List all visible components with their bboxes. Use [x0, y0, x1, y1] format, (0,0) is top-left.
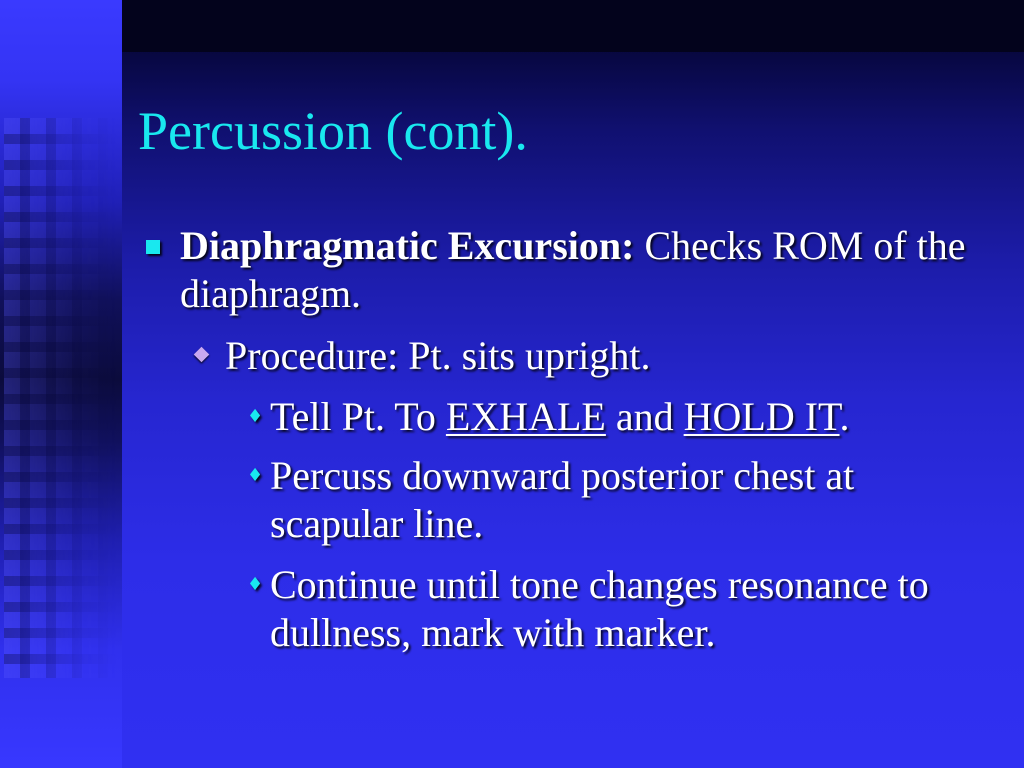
bullet-text-prefix: Tell Pt. To — [270, 394, 446, 439]
bullet-term: Diaphragmatic Excursion: — [180, 223, 635, 268]
slide-title: Percussion (cont). — [138, 101, 528, 161]
bullet-continue-until: Continue until tone changes resonance to dullness, mark with marker. — [270, 562, 929, 655]
small-diamond-bullet-icon: ♦ — [247, 406, 264, 427]
small-diamond-bullet-icon: ♦ — [247, 465, 264, 486]
square-bullet-icon — [146, 240, 160, 254]
small-diamond-bullet-icon: ♦ — [247, 574, 264, 595]
exhale-underlined: EXHALE — [445, 394, 606, 439]
bullet-text-middle: and — [605, 394, 684, 439]
bullet-diaphragmatic-excursion — [180, 222, 1000, 318]
diamond-bullet-icon — [194, 347, 210, 363]
bullet-percuss-downward: Percuss downward posterior chest at scapular line. — [270, 453, 855, 546]
hold-it-underlined: HOLD IT — [683, 394, 840, 439]
bullet-procedure: Procedure: Pt. sits upright. — [225, 333, 651, 378]
bullet-text-suffix: . — [839, 394, 850, 439]
bullet-exhale-hold — [270, 393, 990, 441]
bullet-text: Checks ROM of the diaphragm. — [180, 223, 966, 316]
